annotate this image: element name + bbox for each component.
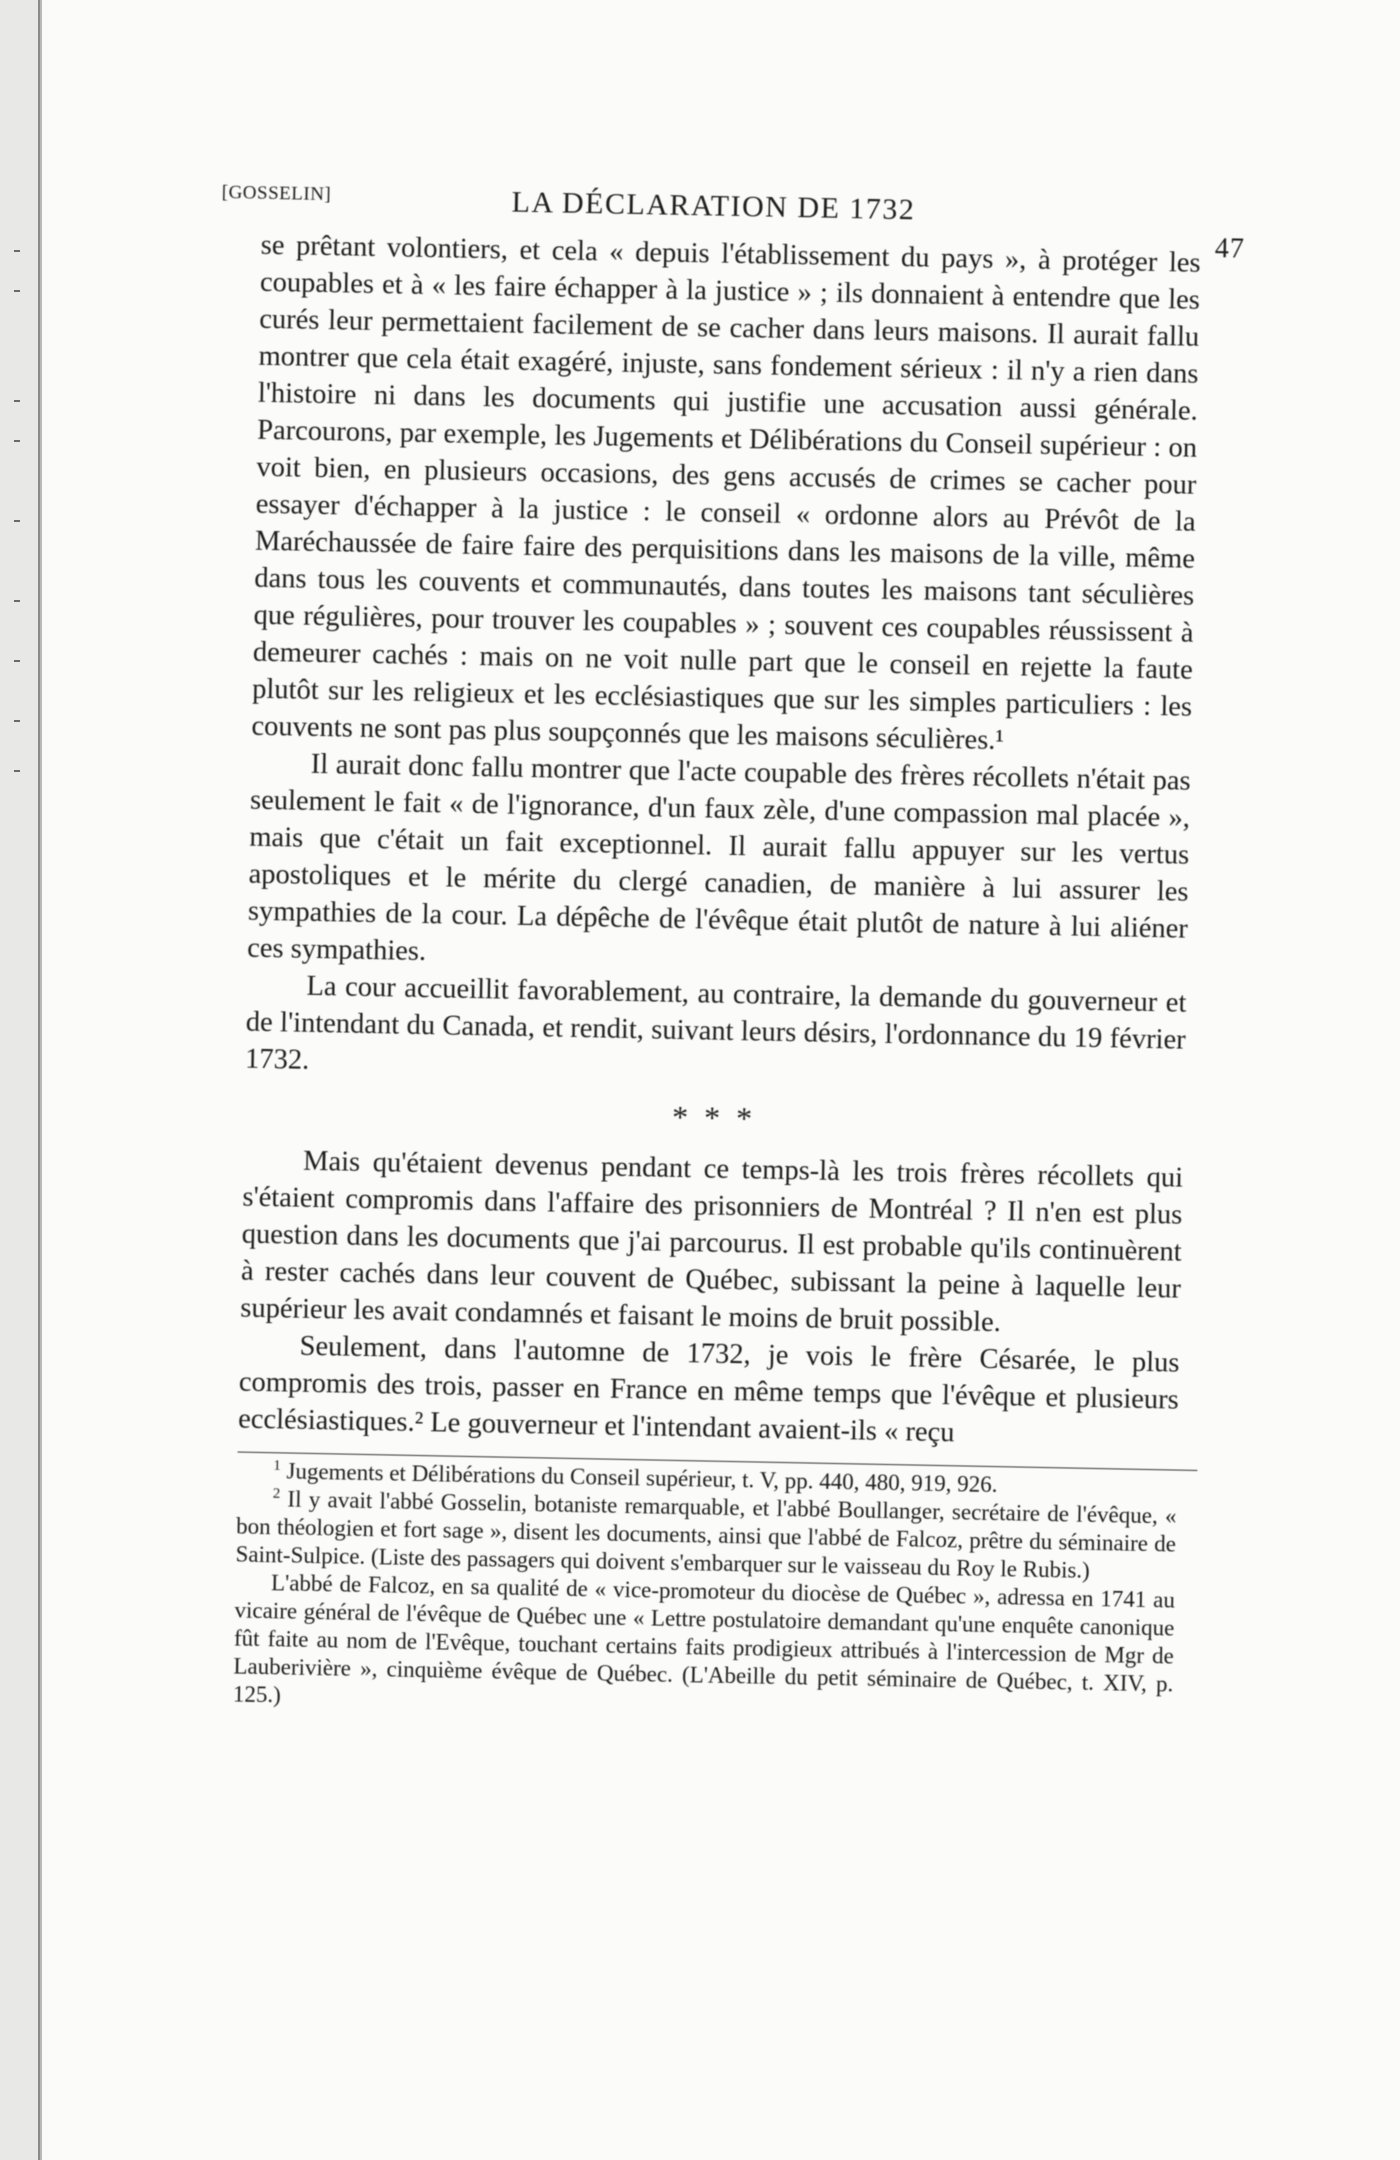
paragraph: se prêtant volontiers, et cela « depuis l'établissement du pays », à protéger les coupables et à « les faire échapper à la justice » ; ils donnaient à entendre que les curés leur permettaient facilement de se cacher dans leurs maisons. Il aurait fallu montrer que cela était exagéré, injuste, sans fondement sérieux : il n'y a rien dans l'histoire ni dans les documents qui justifie une accusation aussi générale. Parcourons, par exemple, les Jugements et Délibérations du Conseil supérieur : on voit bien, en plusieurs occasions, des gens accusés de crimes se cacher pour essayer d'échapper à la justice : le conseil « ordonne alors au Prévôt de la Maréchaussée de faire faire des perquisitions dans les maisons de la ville, même dans tous les couvents et communautés, dans toutes les maisons tant séculières que régulières, pour trouver les coupables » ; souvent ces coupables réussissent à demeurer cachés : mais on ne voit nulle part que le conseil en rejette la faute plutôt sur les religieux et les ecclésiastiques que sur les simples particuliers : les couvents ne sont pas plus soupçonnés que les maisons séculières.¹ (251, 229, 1201, 757)
footnotes (233, 1457, 1178, 1727)
adjacent-page-edge (0, 0, 40, 2160)
header-title: LA DÉCLARATION DE 1732 (511, 185, 916, 227)
paragraph: Mais qu'étaient devenus pendant ce temps-là les trois frères récollets qui s'étaient compromis dans l'affaire des prisonniers de Montréal ? Il n'en est plus question dans les documents que j'ai parcourus. Il est probable qu'ils continuèrent à rester cachés dans leur couvent de Québec, subissant la peine à laquelle leur supérieur les avait condamnés et faisant le moins de bruit possible. (240, 1145, 1184, 1339)
paragraph: Il aurait donc fallu montrer que l'acte coupable des frères récollets n'était pas seulement le fait « de l'ignorance, d'un faux zèle, d'une compassion mal placée », mais que c'était un fait exceptionnel. Il aurait fallu appuyer sur les vertus apostoliques et le mérite du clergé canadien, de manière à lui assurer les sympathies de la cour. La dépêche de l'évêque était plutôt de nature à lui aliéner ces sympathies. (246, 748, 1191, 968)
footnote-marker: 1 (273, 1457, 281, 1474)
footnote-text: L'abbé de Falcoz, en sa qualité de « vice-promoteur du diocèse de Québec », adressa en 1741 au vicaire général de l'évêque de Québec une « Lettre postulatoire demandant qu'une enquête canonique fût faite au nom de l'Evêque, touchant certains faits prodigieux attribués à l'intercession de Mgr de Lauberivière », cinquième évêque de Québec. (L'Abeille du petit séminaire de Québec, t. XIV, p. 125.) (232, 1570, 1176, 1708)
paragraph: Seulement, dans l'automne de 1732, je vois le frère Césarée, le plus compromis des trois, passer en France en même temps que l'évêque et plusieurs ecclésiastiques.² Le gouverneur et l'intendant avaient-ils « reçu (237, 1330, 1180, 1449)
page-content (187, 180, 1246, 2039)
footnote-marker: 2 (272, 1485, 281, 1502)
book-page (42, 0, 1400, 2160)
page-number: 47 (1214, 233, 1246, 265)
paragraph: La cour accueillit favorablement, au contraire, la demande du gouverneur et de l'intendant du Canada, et rendit, suivant leurs désirs, l'ordonnance du 19 février 1732. (244, 970, 1187, 1076)
footnote-text: Jugements et Délibérations du Conseil supérieur, t. V, pp. 440, 480, 919, 926. (286, 1458, 998, 1498)
main-text (238, 227, 1201, 1456)
section-separator: * * * (671, 1098, 757, 1137)
footnote (233, 1569, 1176, 1727)
footnote-text: Il y avait l'abbé Gosselin, botaniste remarquable, et l'abbé Boullanger, secrétaire de l'évêque, « bon théologien et fort sage », disent les documents, ainsi que l'abbé de Falcoz, prêtre du séminaire de Saint-Sulpice. (Liste des passagers qui doivent s'embarquer sur le vaisseau du Roy le Rubis.) (235, 1486, 1177, 1583)
header-author: [GOSSELIN] (221, 181, 332, 206)
